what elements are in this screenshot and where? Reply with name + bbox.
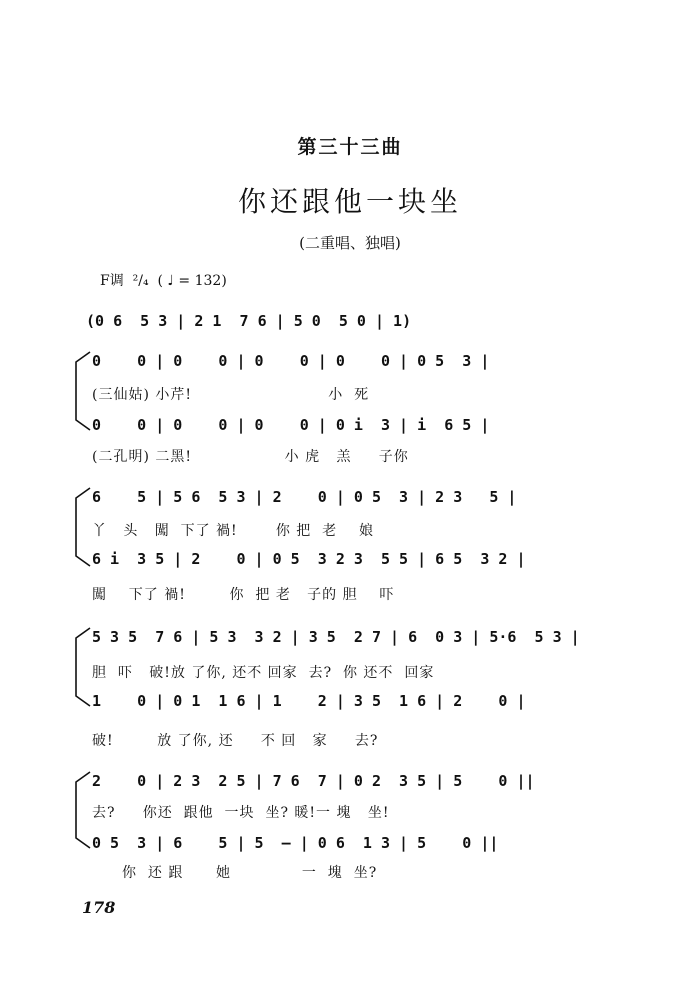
system4-lower-notes: 0 5 3 | 6 5 | 5 — | 0 6 1 3 | 5 0 || <box>92 834 499 852</box>
brace-system-1 <box>76 352 90 430</box>
system4-lower-lyrics: 你 还 跟 她 一 塊 坐? <box>122 865 378 881</box>
intro-notes: (0 6 5 3 | 2 1 7 6 | 5 0 5 0 | 1) <box>86 312 412 330</box>
brace-system-3 <box>76 628 90 706</box>
system3-upper-lyrics: 胆 吓 破!放 了你, 还不 回家 去? 你 还不 回家 <box>92 665 435 681</box>
song-subtitle: (二重唱、独唱) <box>299 234 401 252</box>
system2-lower-lyrics: 闖 下了 禍! 你 把 老 子的 胆 吓 <box>92 587 395 603</box>
system2-upper-lyrics: 丫 头 闖 下了 禍! 你 把 老 娘 <box>92 523 374 539</box>
system3-lower-notes: 1 0 | 0 1 1 6 | 1 2 | 3 5 1 6 | 2 0 | <box>92 692 526 710</box>
brace-system-2 <box>76 488 90 566</box>
system2-lower-notes: 6 i 3 5 | 2 0 | 0 5 3 2 3 5 5 | 6 5 3 2 | <box>92 550 526 568</box>
key-tempo-marking: F调 ²/₄ ( ♩ = 132) <box>100 273 227 289</box>
page-number: 178 <box>82 898 116 917</box>
system3-lower-lyrics: 破! 放 了你, 还 不 回 家 去? <box>92 733 379 749</box>
system1-upper-lyrics: (三仙姑) 小芹! 小 死 <box>92 387 370 403</box>
song-title: 你还跟他一块坐 <box>237 185 462 218</box>
system4-upper-notes: 2 0 | 2 3 2 5 | 7 6 7 | 0 2 3 5 | 5 0 || <box>92 772 535 790</box>
brace-system-4 <box>76 772 90 848</box>
system1-lower-notes: 0 0 | 0 0 | 0 0 | 0 i 3 | i 6 5 | <box>92 416 490 434</box>
system3-upper-notes: 5 3 5 7 6 | 5 3 3 2 | 3 5 2 7 | 6 0 3 | 5·6 5 3 | <box>92 628 580 646</box>
system2-upper-notes: 6 5 | 5 6 5 3 | 2 0 | 0 5 3 | 2 3 5 | <box>92 488 517 506</box>
system1-lower-lyrics: (二孔明) 二黑! 小 虎 羔 子你 <box>92 449 409 465</box>
system4-upper-lyrics: 去? 你还 跟他 一块 坐? 暖!一 塊 坐! <box>92 805 390 821</box>
chapter-title: 第三十三曲 <box>297 136 403 158</box>
system1-upper-notes: 0 0 | 0 0 | 0 0 | 0 0 | 0 5 3 | <box>92 352 490 370</box>
